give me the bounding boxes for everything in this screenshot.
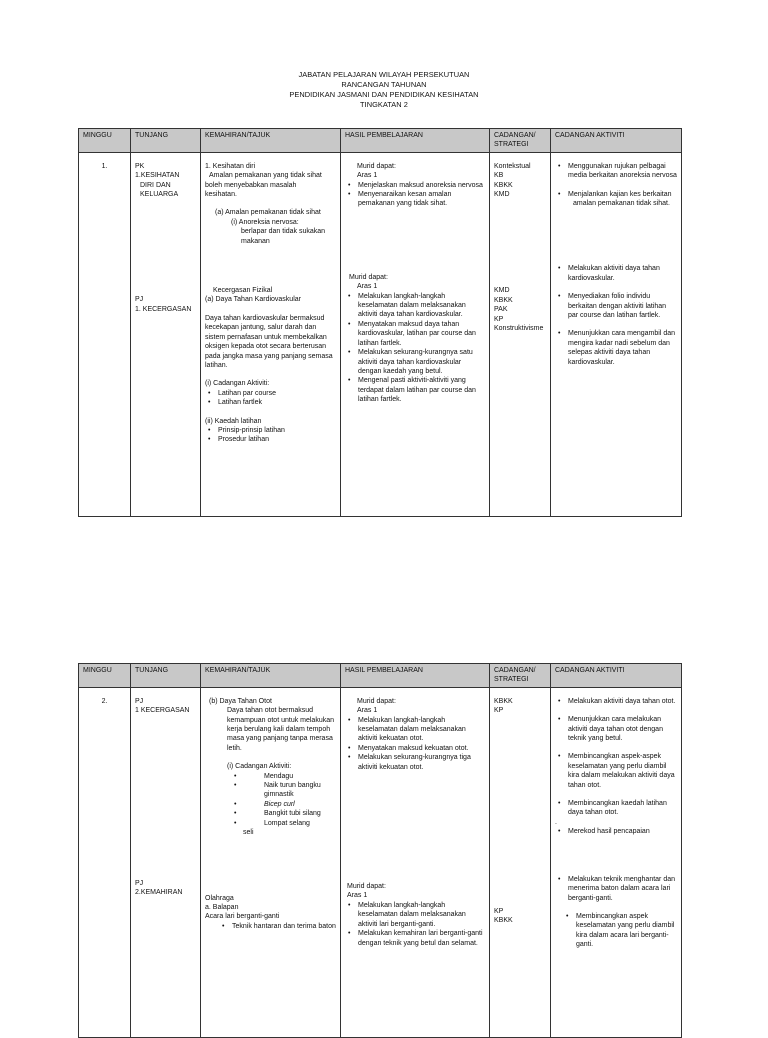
tunjang-cell <box>131 687 201 1037</box>
list-item: • Mendagu <box>231 772 336 781</box>
list-item: • Prinsip-prinsip latihan <box>205 426 336 435</box>
list-item: • Menyatakan maksud kekuatan otot. <box>345 744 485 753</box>
topic-line: boleh menyebabkan masalah <box>205 181 297 189</box>
minggu-cell: 2. <box>79 687 131 1037</box>
list-item: • Latihan fartlek <box>205 398 336 407</box>
list-item: • Menggunakan rujukan pelbagai media berkaitan anoreksia nervosa <box>555 162 677 181</box>
minggu-cell: 1. <box>79 152 131 516</box>
topic-line: Amalan pemakanan yang tidak sihat <box>209 172 322 180</box>
strategy-item: Konstruktivisme <box>494 325 544 333</box>
tunjang-text: 1 KECERGASAN <box>135 707 190 715</box>
list-item: • Mengenal pasti aktiviti-aktiviti yang terdapat dalam latihan par course dan latihan fartlek. <box>345 376 485 404</box>
list-item: • Melakukan langkah-langkah keselamatan dalam melaksanakan aktiviti kekuatan otot. <box>345 716 485 744</box>
outcome-intro: Murid dapat: <box>357 697 396 705</box>
col-header-kemahiran: KEMAHIRAN/TAJUK <box>201 129 341 153</box>
topic-sub-heading: a. Balapan <box>205 903 239 911</box>
outcome-level: Aras 1 <box>357 172 378 180</box>
strategi-cell <box>490 687 551 1037</box>
hasil-cell <box>341 152 490 516</box>
strategy-item: KBKK <box>494 917 513 925</box>
strategy-item: KBKK <box>494 296 513 304</box>
activity-mark: . <box>555 818 557 826</box>
topic-sub-heading: (i) Cadangan Aktiviti: <box>227 763 292 771</box>
col-header-minggu: MINGGU <box>79 129 131 153</box>
col-header-tunjang: TUNJANG <box>131 664 201 688</box>
list-item: • Menyatakan maksud daya tahan kardiovaskular, latihan par course dan latihan fartlek. <box>345 320 485 348</box>
tunjang-text: 1.KESIHATAN <box>135 172 180 180</box>
tunjang-text: PJ <box>135 296 144 304</box>
table-row <box>79 152 682 516</box>
list-item: • Lompat selang <box>231 819 336 828</box>
topic-line: makanan <box>241 237 270 245</box>
aktiviti-cell <box>551 152 682 516</box>
topic-line: kesihatan. <box>205 191 237 199</box>
tunjang-text: DIRI DAN <box>140 181 171 189</box>
hasil-cell <box>341 687 490 1037</box>
col-header-hasil: HASIL PEMBELAJARAN <box>341 129 490 153</box>
list-item: • Melakukan aktiviti daya tahan otot. <box>555 697 677 706</box>
col-header-aktiviti: CADANGAN AKTIVITI <box>551 664 682 688</box>
list-item: • Menjelaskan maksud anoreksia nervosa <box>345 181 485 190</box>
topic-sub-heading: (i) Cadangan Aktiviti: <box>205 380 270 388</box>
list-item: • Menunjukkan cara mengambil dan mengira kadar nadi sebelum dan selepas aktiviti daya tahan kardiovaskular. <box>555 329 677 367</box>
tunjang-text: PJ <box>135 697 144 705</box>
topic-sub-heading: (a) Amalan pemakanan tidak sihat <box>215 209 321 217</box>
activity-line: amalan pemakanan tidak sihat. <box>573 200 670 208</box>
tunjang-text: PK <box>135 162 145 170</box>
topic-line: berlapar dan tidak sukakan <box>241 228 326 236</box>
col-header-aktiviti: CADANGAN AKTIVITI <box>551 129 682 153</box>
header-form-level: TINGKATAN 2 <box>360 100 408 109</box>
list-item: • Melakukan langkah-langkah keselamatan dalam melaksanakan aktiviti lari berganti-ganti. <box>345 901 485 929</box>
topic-title: Olahraga <box>205 894 234 902</box>
topic-description: Daya tahan otot bermaksud kemampuan otot untuk melakukan kerja berulang kali dalam tempoh masa yang panjang tanpa merasa letih. <box>227 707 335 752</box>
col-header-strategi: CADANGAN/ STRATEGI <box>490 664 551 688</box>
outcome-level: Aras 1 <box>357 707 378 715</box>
col-header-kemahiran: KEMAHIRAN/TAJUK <box>201 664 341 688</box>
tunjang-text: PJ <box>135 879 144 887</box>
topic-sub-heading: (ii) Kaedah latihan <box>205 417 262 425</box>
plan-table-week-2 <box>78 663 682 1038</box>
tunjang-text: KELUARGA <box>140 191 179 199</box>
table-header-row <box>79 664 682 688</box>
strategy-item: KBKK <box>494 181 513 189</box>
outcome-level: Aras 1 <box>357 283 378 291</box>
strategy-item: KMD <box>494 287 510 295</box>
list-item: • Menjalankan kajian kes berkaitan <box>555 190 677 199</box>
list-item: • Prosedur latihan <box>205 435 336 444</box>
strategi-cell <box>490 152 551 516</box>
list-item: • Melakukan sekurang-kurangnya tiga aktiviti kekuatan otot. <box>345 753 485 772</box>
topic-line: Acara lari berganti-ganti <box>205 913 280 921</box>
topic-line: seli <box>243 829 254 837</box>
topic-title: 1. Kesihatan diri <box>205 162 256 170</box>
list-item: • Melakukan teknik menghantar dan menerima baton dalam acara lari berganti-ganti. <box>555 875 677 903</box>
strategy-item: KP <box>494 707 504 715</box>
list-item: • Membincangkan aspek keselamatan yang perlu diambil kira dalam acara lari berganti-ganti. <box>563 912 677 950</box>
list-item: • Melakukan langkah-langkah keselamatan dalam melaksanakan aktiviti daya tahan kardiovaskular. <box>345 292 485 320</box>
strategy-item: PAK <box>494 306 508 314</box>
list-item: • Melakukan kemahiran lari berganti-ganti dengan teknik yang betul dan selamat. <box>345 929 485 948</box>
topic-title: Kecergasan Fizikal <box>213 287 273 295</box>
col-header-minggu: MINGGU <box>79 664 131 688</box>
strategy-item: KB <box>494 172 504 180</box>
list-item: • Membincangkan kaedah latihan daya tahan otot. <box>555 799 677 818</box>
list-item: • Menyenaraikan kesan amalan pemakanan yang tidak sihat. <box>345 190 485 209</box>
outcome-intro: Murid dapat: <box>347 883 386 891</box>
kemahiran-cell <box>201 152 341 516</box>
header-plan-title: RANCANGAN TAHUNAN <box>341 80 427 89</box>
list-item: • Latihan par course <box>205 389 336 398</box>
list-item: • Naik turun bangku gimnastik <box>231 781 336 800</box>
kemahiran-cell <box>201 687 341 1037</box>
list-item: • Melakukan aktiviti daya tahan kardiovaskular. <box>555 264 677 283</box>
strategy-item: Kontekstual <box>494 162 531 170</box>
strategy-item: KP <box>494 315 504 323</box>
list-item: • Merekod hasil pencapaian <box>555 827 677 836</box>
topic-sub-heading: (i) Anoreksia nervosa: <box>231 218 299 226</box>
list-item: • Bangkit tubi silang <box>231 809 336 818</box>
topic-sub-heading: (b) Daya Tahan Otot <box>209 697 272 705</box>
outcome-intro: Murid dapat: <box>349 273 388 281</box>
list-item: • Melakukan sekurang-kurangnya satu aktiviti daya tahan kardiovaskular dengan kaedah yang betul. <box>345 348 485 376</box>
col-header-tunjang: TUNJANG <box>131 129 201 153</box>
list-item: • Menyediakan folio individu berkaitan dengan aktiviti latihan par course dan latihan fartlek. <box>555 292 677 320</box>
header-subject: PENDIDIKAN JASMANI DAN PENDIDIKAN KESIHATAN <box>289 90 479 99</box>
list-item: • Membincangkan aspek-aspek keselamatan yang perlu diambil kira dalam melakukan aktiviti daya tahan otot. <box>555 752 677 790</box>
aktiviti-cell <box>551 687 682 1037</box>
table-header-row <box>79 129 682 153</box>
topic-description: Daya tahan kardiovaskular bermaksud kecekapan jantung, salur darah dan sistem pernafasan untuk membekalkan oksigen kepada otot secara berterusan pada jangka masa yang panjang semasa latihan. <box>205 314 333 369</box>
plan-table-week-1 <box>78 128 682 517</box>
tunjang-text: 1. KECERGASAN <box>135 305 192 313</box>
list-item: • Menunjukkan cara melakukan aktiviti daya tahan otot dengan teknik yang betul. <box>555 715 677 743</box>
outcome-level: Aras 1 <box>347 892 368 900</box>
col-header-strategi: CADANGAN/ STRATEGI <box>490 129 551 153</box>
tunjang-cell <box>131 152 201 516</box>
list-item: • Bicep curl <box>231 800 336 809</box>
table-row <box>79 687 682 1037</box>
list-item: • Teknik hantaran dan terima baton <box>219 922 336 931</box>
strategy-item: KP <box>494 907 504 915</box>
strategy-item: KBKK <box>494 697 513 705</box>
col-header-hasil: HASIL PEMBELAJARAN <box>341 664 490 688</box>
strategy-item: KMD <box>494 191 510 199</box>
document-header <box>0 70 768 110</box>
outcome-intro: Murid dapat: <box>357 162 396 170</box>
header-agency: JABATAN PELAJARAN WILAYAH PERSEKUTUAN <box>298 70 470 79</box>
topic-sub-heading: (a) Daya Tahan Kardiovaskular <box>205 296 301 304</box>
tunjang-text: 2.KEMAHIRAN <box>135 889 183 897</box>
